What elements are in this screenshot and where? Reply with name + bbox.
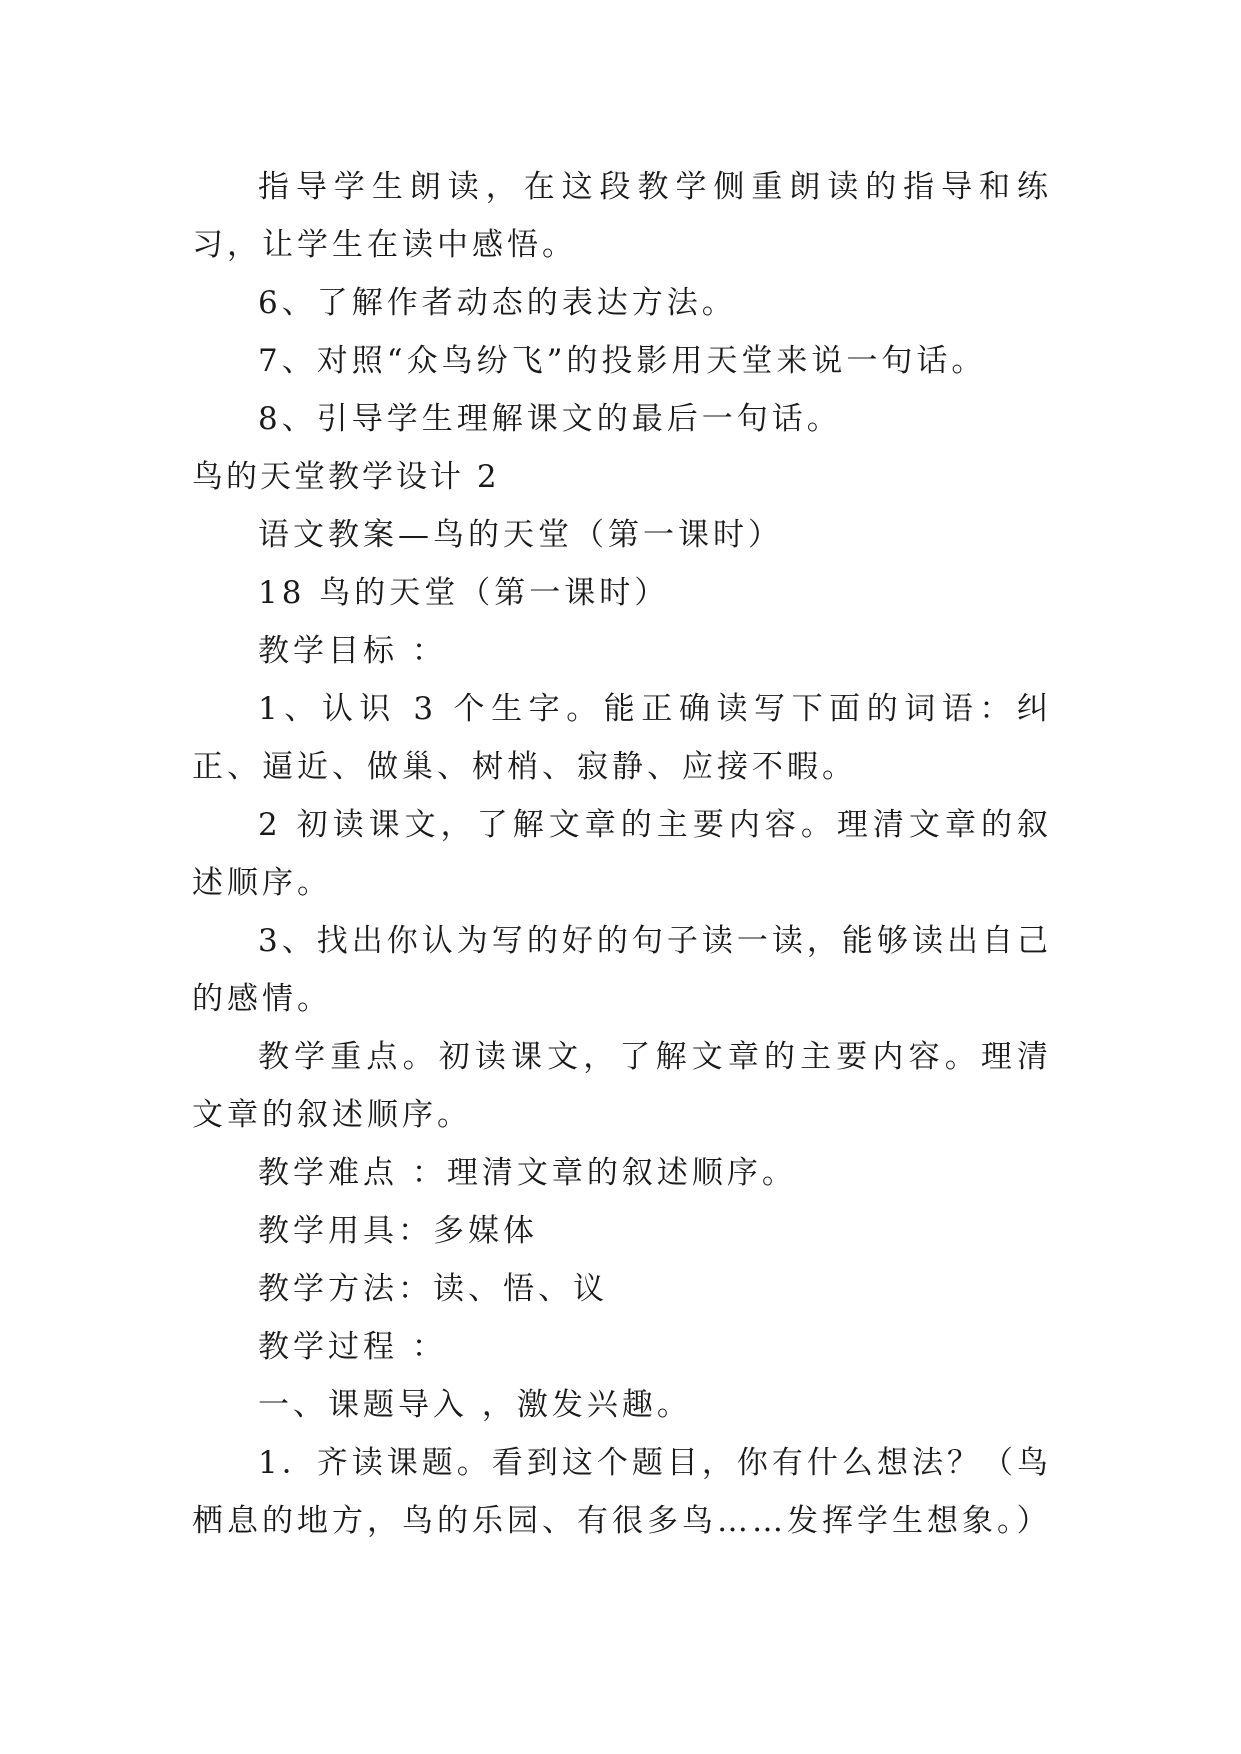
section-heading: 鸟的天堂教学设计 2 [192, 459, 500, 495]
paragraph-item-6: 6、了解作者动态的表达方法。 [258, 285, 737, 321]
teaching-process-label: 教学过程 ： [258, 1329, 447, 1365]
paragraph-item-8: 8、引导学生理解课文的最后一句话。 [258, 401, 842, 437]
teaching-goals-label: 教学目标 ： [258, 633, 447, 669]
teaching-methods: 教学方法：读、悟、议 [258, 1271, 608, 1307]
lesson-subtitle: 18 鸟的天堂（第一课时） [258, 575, 670, 611]
teaching-difficulty: 教学难点 ：理清文章的叙述顺序。 [258, 1155, 797, 1191]
process-step-1: 一、课题导入 ，激发兴趣。 [258, 1387, 692, 1423]
goal-item-2: 2 初读课文，了解文章的主要内容。理清文章的叙述顺序。 [192, 807, 1052, 901]
goal-item-3: 3、找出你认为写的好的句子读一读，能够读出自己的感情。 [192, 923, 1052, 1017]
process-substep-1: 1．齐读课题。看到这个题目，你有什么想法？（鸟栖息的地方，鸟的乐园、有很多鸟……发挥学生想象。） [192, 1445, 1052, 1539]
paragraph-item-7: 7、对照“众鸟纷飞”的投影用天堂来说一句话。 [258, 343, 987, 379]
goal-item-1: 1、认识 3 个生字。能正确读写下面的词语：纠正、逼近、做巢、树梢、寂静、应接不暇。 [192, 691, 1052, 785]
teaching-tools: 教学用具：多媒体 [258, 1213, 538, 1249]
document-page [192, 158, 1052, 1550]
lesson-title: 语文教案—鸟的天堂（第一课时） [258, 517, 783, 553]
teaching-focus: 教学重点。初读课文，了解文章的主要内容。理清文章的叙述顺序。 [192, 1039, 1052, 1133]
paragraph-reading-guidance: 指导学生朗读，在这段教学侧重朗读的指导和练习，让学生在读中感悟。 [192, 169, 1052, 263]
